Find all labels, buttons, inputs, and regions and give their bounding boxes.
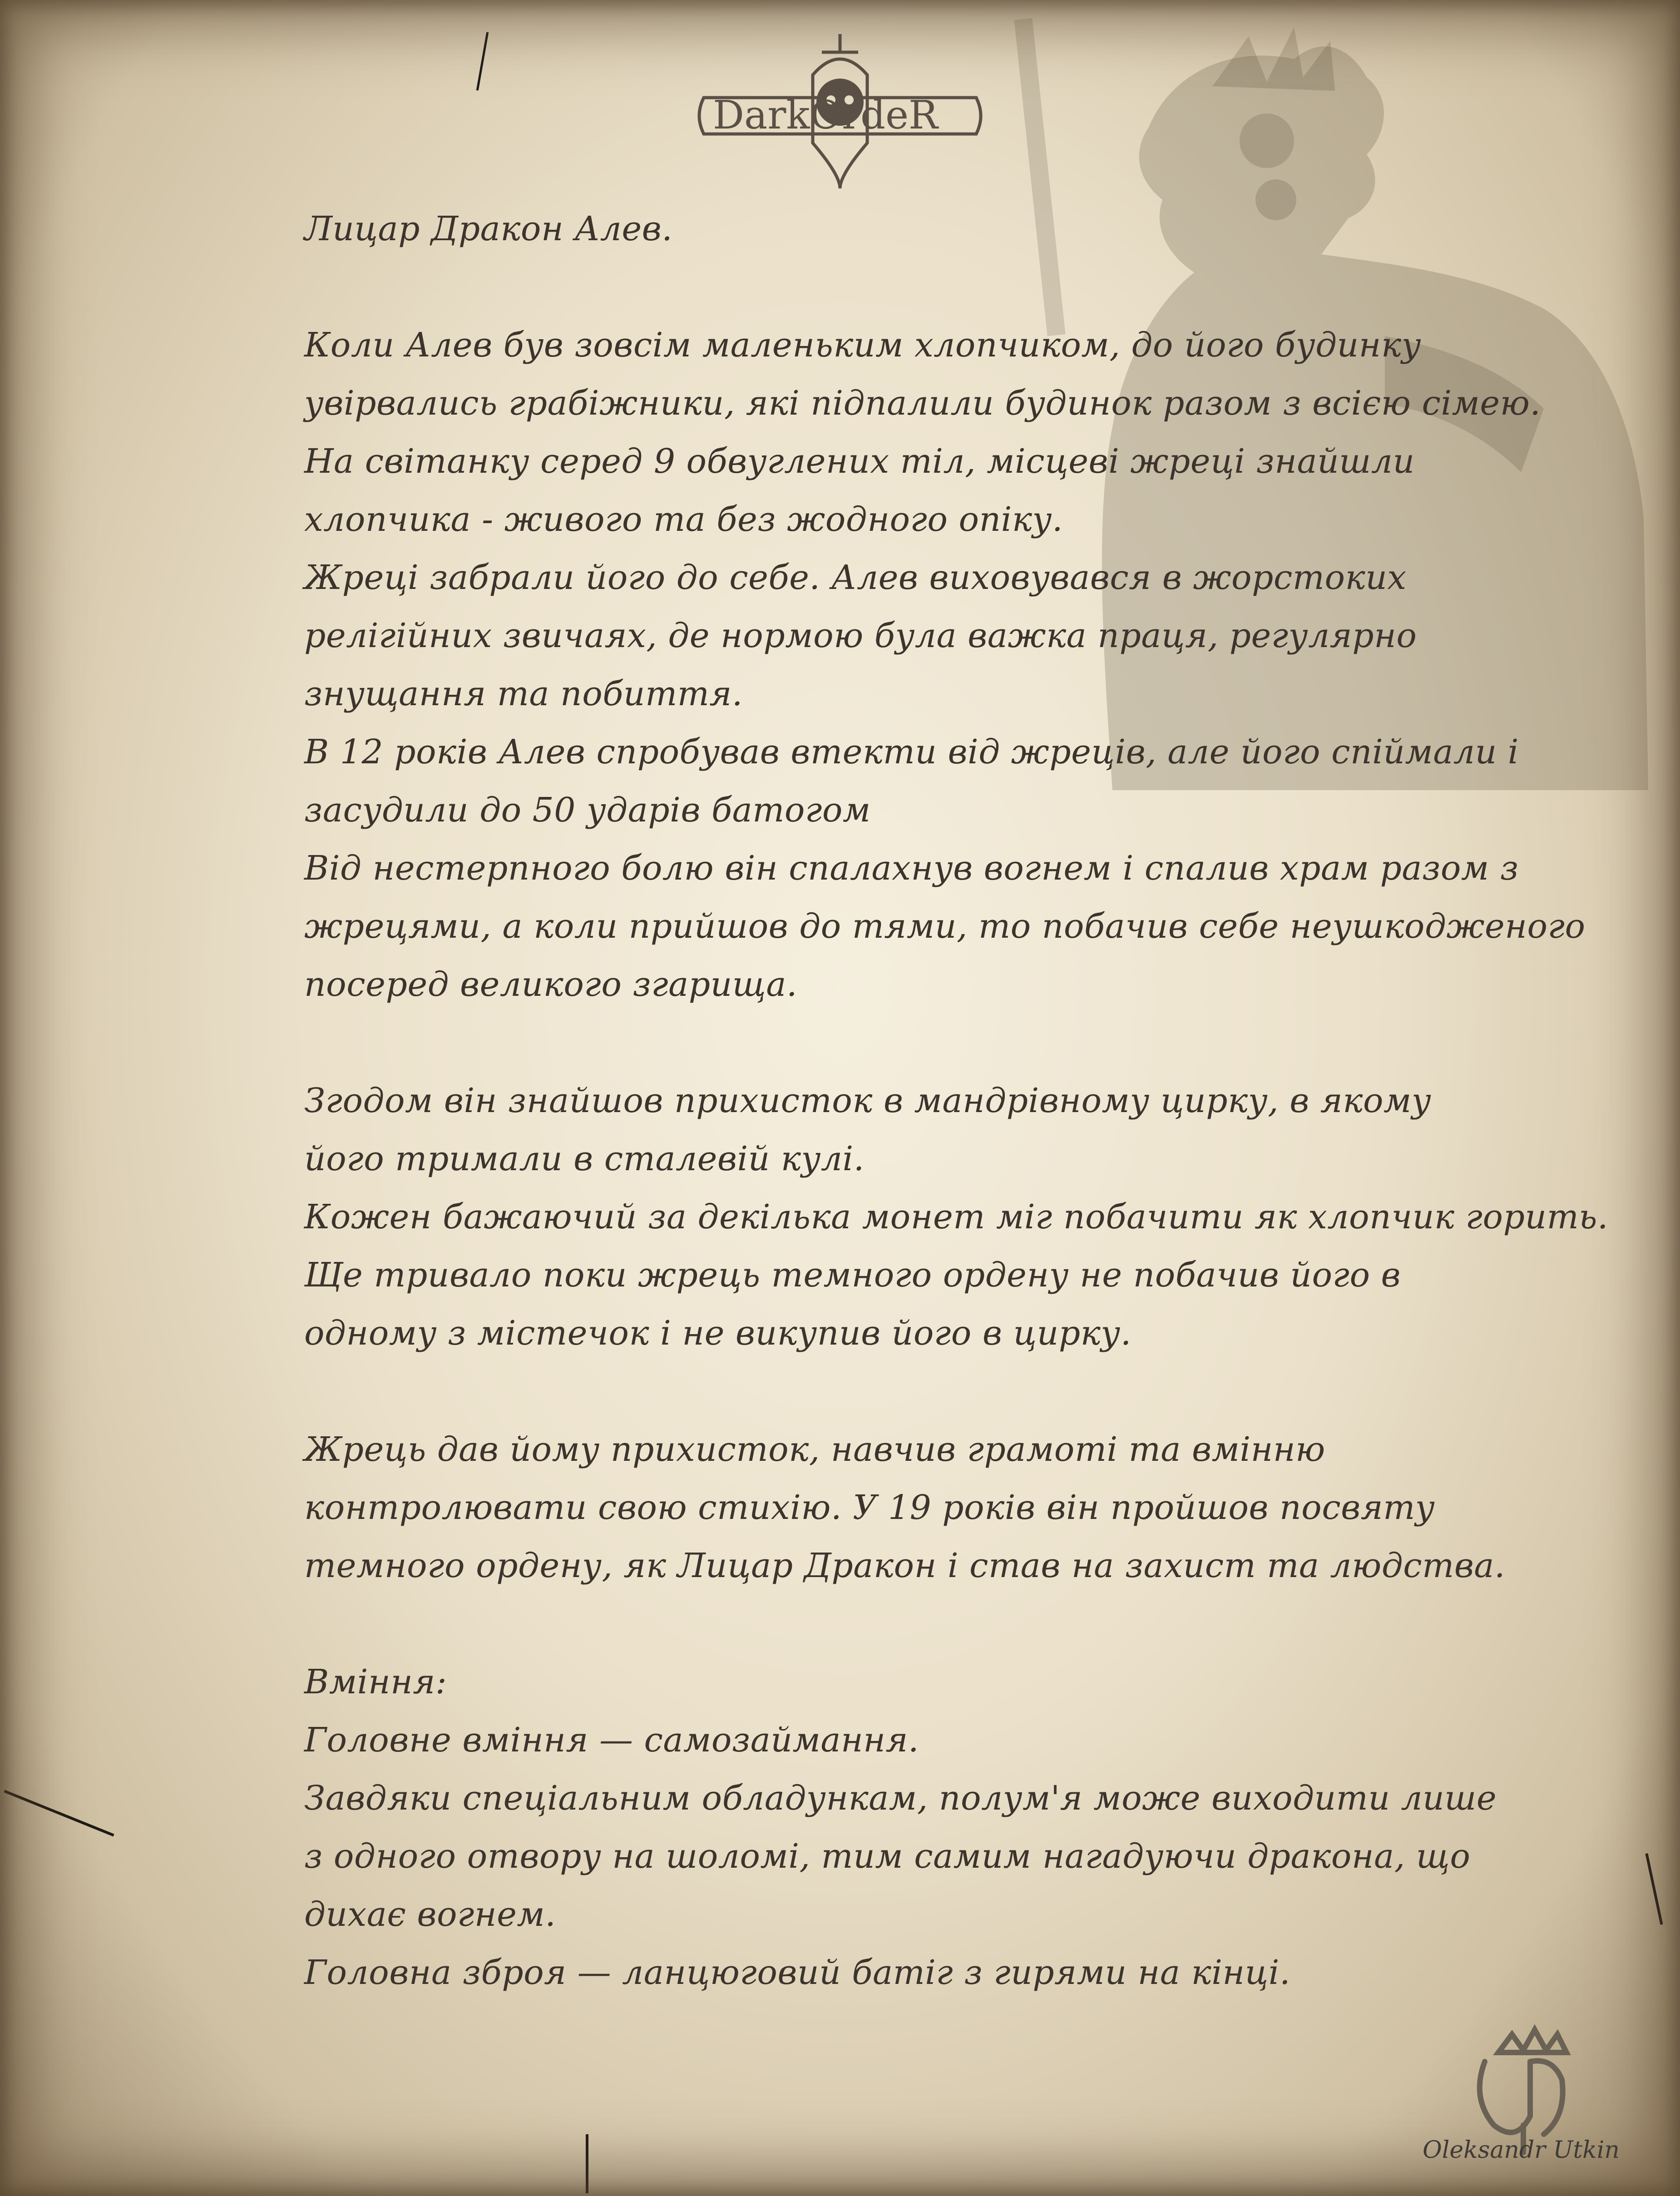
text-line: посеред великого згарища. bbox=[304, 965, 798, 1004]
logo-text: DarkOrdeR bbox=[713, 93, 938, 138]
text-line: Кожен бажаючий за декілька монет міг побачити як хлопчик горить. bbox=[304, 1197, 1609, 1236]
text-line: В 12 років Алев спробував втекти від жреців, але його спіймали і bbox=[304, 732, 1519, 772]
text-line: На світанку серед 9 обвуглених тіл, місцеві жреці знайшли bbox=[304, 442, 1415, 481]
text-line: темного ордену, як Лицар Дракон і став на захист та людства. bbox=[304, 1546, 1506, 1585]
text-line: з одного отвору на шоломі, тим самим нагадуючи дракона, що bbox=[304, 1837, 1471, 1876]
author-signature: Oleksandr Utkin bbox=[1423, 2137, 1620, 2164]
text-line: знущання та побиття. bbox=[304, 674, 743, 713]
text-line: Від нестерпного болю він спалахнув вогнем і спалив храм разом з bbox=[304, 849, 1519, 888]
text-line: Згодом він знайшов прихисток в мандрівному цирку, в якому bbox=[304, 1081, 1432, 1120]
text-line: Ще тривало поки жрець темного ордену не побачив його в bbox=[304, 1256, 1401, 1295]
text-line: жрецями, а коли прийшов до тями, то побачив себе неушкодженого bbox=[304, 907, 1586, 946]
text-line: релігійних звичаях, де нормою була важка праця, регулярно bbox=[304, 616, 1417, 655]
document-title: Лицар Дракон Алев. bbox=[304, 209, 673, 248]
text-line: його тримали в сталевій кулі. bbox=[304, 1139, 865, 1178]
skills-heading: Вміння: bbox=[304, 1662, 447, 1701]
text-line: Жрець дав йому прихисток, навчив грамоті та вмінню bbox=[304, 1430, 1325, 1469]
text-line: засудили до 50 ударів батогом bbox=[304, 791, 871, 830]
text-line: увірвались грабіжники, які підпалили будинок разом з всією сімею. bbox=[304, 384, 1541, 423]
text-line: дихає вогнем. bbox=[304, 1895, 556, 1934]
text-line: хлопчика - живого та без жодного опіку. bbox=[304, 500, 1063, 539]
text-line: контролювати свою стихію. У 19 років він пройшов посвяту bbox=[304, 1488, 1435, 1527]
text-line: одному з містечок і не викупив його в цирку. bbox=[304, 1314, 1132, 1353]
text-line: Головне вміння — самозаймання. bbox=[304, 1721, 919, 1760]
text-line: Головна зброя — ланцюговий батіг з гирями на кінці. bbox=[304, 1953, 1290, 1992]
text-line: Жреці забрали його до себе. Алев виховувався в жорстоких bbox=[304, 558, 1407, 597]
text-line: Коли Алев був зовсім маленьким хлопчиком, до його будинку bbox=[304, 326, 1422, 365]
text-line: Завдяки спеціальним обладункам, полум'я може виходити лише bbox=[304, 1779, 1497, 1818]
